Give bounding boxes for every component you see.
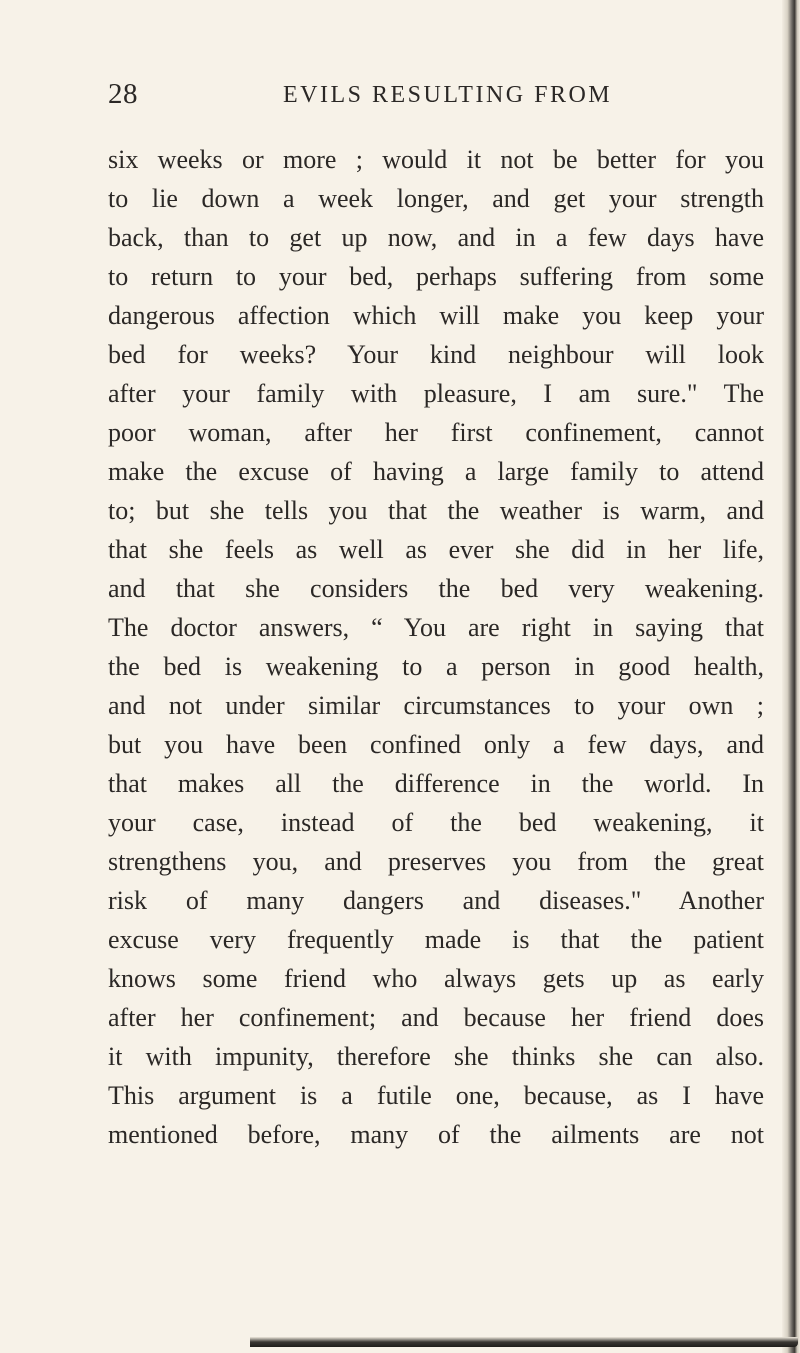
text-line: dangerous affection which will make you keep your — [108, 301, 764, 330]
text-line: and not under similar circumstances to your own ; — [108, 691, 764, 720]
text-line: six weeks or more ; would it not be better for you — [108, 145, 764, 174]
body-text — [108, 140, 764, 1154]
text-line: after her confinement; and because her friend does — [108, 1003, 764, 1032]
text-line: to lie down a week longer, and get your strength — [108, 184, 764, 213]
text-line: your case, instead of the bed weakening, it — [108, 808, 764, 837]
running-head: EVILS RESULTING FROM — [283, 82, 613, 108]
page-edge-shadow — [782, 0, 800, 1353]
text-line: knows some friend who always gets up as early — [108, 964, 764, 993]
text-line: make the excuse of having a large family to attend — [108, 457, 764, 486]
text-line: after your family with pleasure, I am sure." The — [108, 379, 764, 408]
text-line: it with impunity, therefore she thinks she can also. — [108, 1042, 764, 1071]
text-line: but you have been confined only a few days, and — [108, 730, 764, 759]
text-line: to; but she tells you that the weather is warm, and — [108, 496, 764, 525]
text-line: the bed is weakening to a person in good health, — [108, 652, 764, 681]
text-line: excuse very frequently made is that the patient — [108, 925, 764, 954]
page-bottom-shadow — [250, 1337, 798, 1347]
text-line: poor woman, after her first confinement, cannot — [108, 418, 764, 447]
text-line: bed for weeks? Your kind neighbour will look — [108, 340, 764, 369]
text-line: This argument is a futile one, because, as I have — [108, 1081, 764, 1110]
text-line: and that she considers the bed very weakening. — [108, 574, 764, 603]
text-line: back, than to get up now, and in a few days have — [108, 223, 764, 252]
page-number: 28 — [108, 78, 138, 110]
text-line: that makes all the difference in the world. In — [108, 769, 764, 798]
text-line: risk of many dangers and diseases." Another — [108, 886, 764, 915]
text-line: strengthens you, and preserves you from the great — [108, 847, 764, 876]
text-line: The doctor answers, “ You are right in saying that — [108, 613, 764, 642]
page-header — [108, 78, 768, 118]
text-line: to return to your bed, perhaps suffering from some — [108, 262, 764, 291]
text-line: mentioned before, many of the ailments are not — [108, 1120, 764, 1149]
text-line: that she feels as well as ever she did in her life, — [108, 535, 764, 564]
